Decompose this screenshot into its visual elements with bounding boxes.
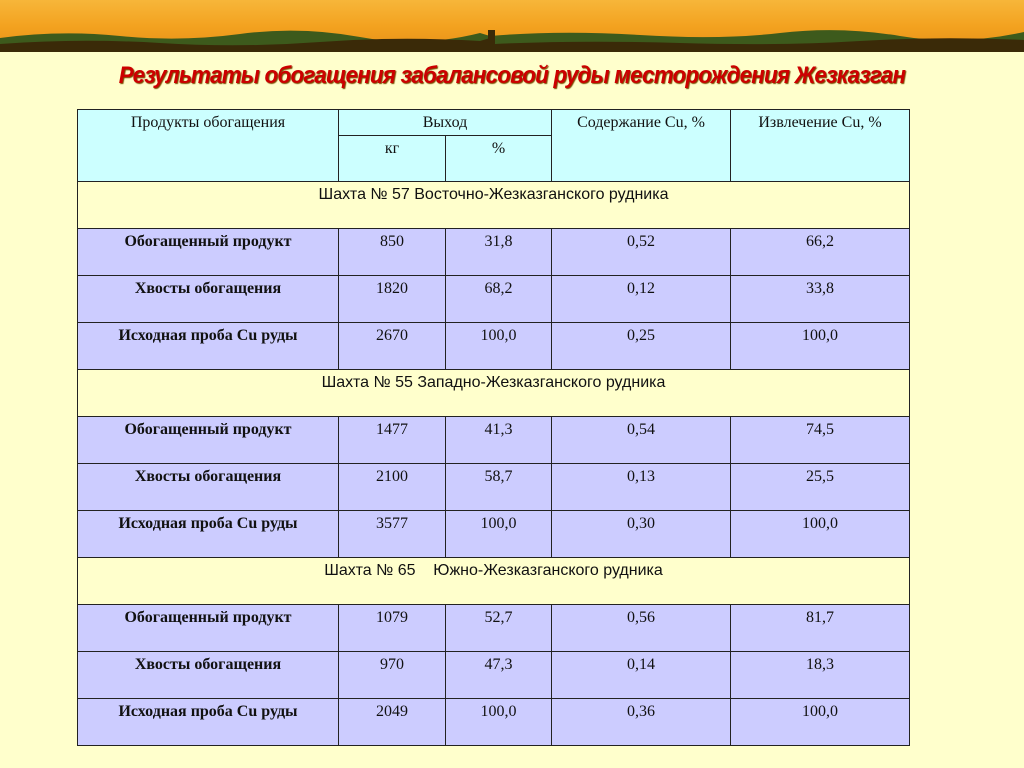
header-output: Выход: [339, 110, 552, 136]
cu-content-cell: 0,12: [552, 276, 731, 323]
yield-kg-cell: 1477: [339, 417, 446, 464]
product-name-cell: Хвосты обогащения: [78, 276, 339, 323]
header-cu-content: Содержание Cu, %: [552, 110, 731, 182]
yield-kg-cell: 2670: [339, 323, 446, 370]
product-name-cell: Хвосты обогащения: [78, 464, 339, 511]
cu-recovery-cell: 100,0: [731, 323, 910, 370]
table-row: [78, 323, 910, 370]
table-row: [78, 464, 910, 511]
cu-recovery-cell: 66,2: [731, 229, 910, 276]
header-product: Продукты обогащения: [78, 110, 339, 182]
cu-recovery-cell: 25,5: [731, 464, 910, 511]
yield-percent-cell: 47,3: [446, 652, 552, 699]
yield-percent-cell: 41,3: [446, 417, 552, 464]
product-name-cell: Исходная проба Cu руды: [78, 511, 339, 558]
product-name-cell: Исходная проба Cu руды: [78, 323, 339, 370]
product-name-cell: Обогащенный продукт: [78, 605, 339, 652]
mine-name: Шахта № 55 Западно-Жезказганского рудника: [78, 370, 910, 417]
header-band-graphic: [0, 0, 1024, 62]
group-row: [78, 182, 910, 229]
yield-percent-cell: 52,7: [446, 605, 552, 652]
yield-percent-cell: 100,0: [446, 699, 552, 746]
cu-recovery-cell: 33,8: [731, 276, 910, 323]
cu-content-cell: 0,36: [552, 699, 731, 746]
header-row: [78, 110, 910, 136]
yield-kg-cell: 1079: [339, 605, 446, 652]
cu-recovery-cell: 74,5: [731, 417, 910, 464]
table-row: [78, 511, 910, 558]
yield-percent-cell: 100,0: [446, 511, 552, 558]
yield-kg-cell: 2049: [339, 699, 446, 746]
group-row: [78, 558, 910, 605]
yield-kg-cell: 1820: [339, 276, 446, 323]
product-name-cell: Исходная проба Cu руды: [78, 699, 339, 746]
cu-recovery-cell: 81,7: [731, 605, 910, 652]
mine-name: Шахта № 65 Южно-Жезказганского рудника: [78, 558, 910, 605]
product-name-cell: Обогащенный продукт: [78, 417, 339, 464]
cu-content-cell: 0,54: [552, 417, 731, 464]
cu-content-cell: 0,14: [552, 652, 731, 699]
yield-percent-cell: 68,2: [446, 276, 552, 323]
cu-content-cell: 0,25: [552, 323, 731, 370]
product-name-cell: Хвосты обогащения: [78, 652, 339, 699]
cu-content-cell: 0,30: [552, 511, 731, 558]
cu-recovery-cell: 100,0: [731, 511, 910, 558]
table-row: [78, 699, 910, 746]
table-row: [78, 417, 910, 464]
group-row: [78, 370, 910, 417]
cu-content-cell: 0,56: [552, 605, 731, 652]
table-row: [78, 652, 910, 699]
header-cu-recovery: Извлечение Cu, %: [731, 110, 910, 182]
table-row: [78, 605, 910, 652]
table-row: [78, 276, 910, 323]
yield-percent-cell: 31,8: [446, 229, 552, 276]
table-row: [78, 229, 910, 276]
yield-kg-cell: 850: [339, 229, 446, 276]
header-kg: кг: [339, 136, 446, 182]
yield-percent-cell: 58,7: [446, 464, 552, 511]
slide-title: Результаты обогащения забалансовой руды месторождения Жезказган: [118, 62, 906, 89]
results-table: [77, 109, 910, 746]
cu-content-cell: 0,52: [552, 229, 731, 276]
header-percent: %: [446, 136, 552, 182]
yield-kg-cell: 2100: [339, 464, 446, 511]
mine-name: Шахта № 57 Восточно-Жезказганского рудника: [78, 182, 910, 229]
yield-percent-cell: 100,0: [446, 323, 552, 370]
yield-kg-cell: 970: [339, 652, 446, 699]
cu-recovery-cell: 100,0: [731, 699, 910, 746]
cu-recovery-cell: 18,3: [731, 652, 910, 699]
header-band: [0, 0, 1024, 62]
product-name-cell: Обогащенный продукт: [78, 229, 339, 276]
yield-kg-cell: 3577: [339, 511, 446, 558]
cu-content-cell: 0,13: [552, 464, 731, 511]
